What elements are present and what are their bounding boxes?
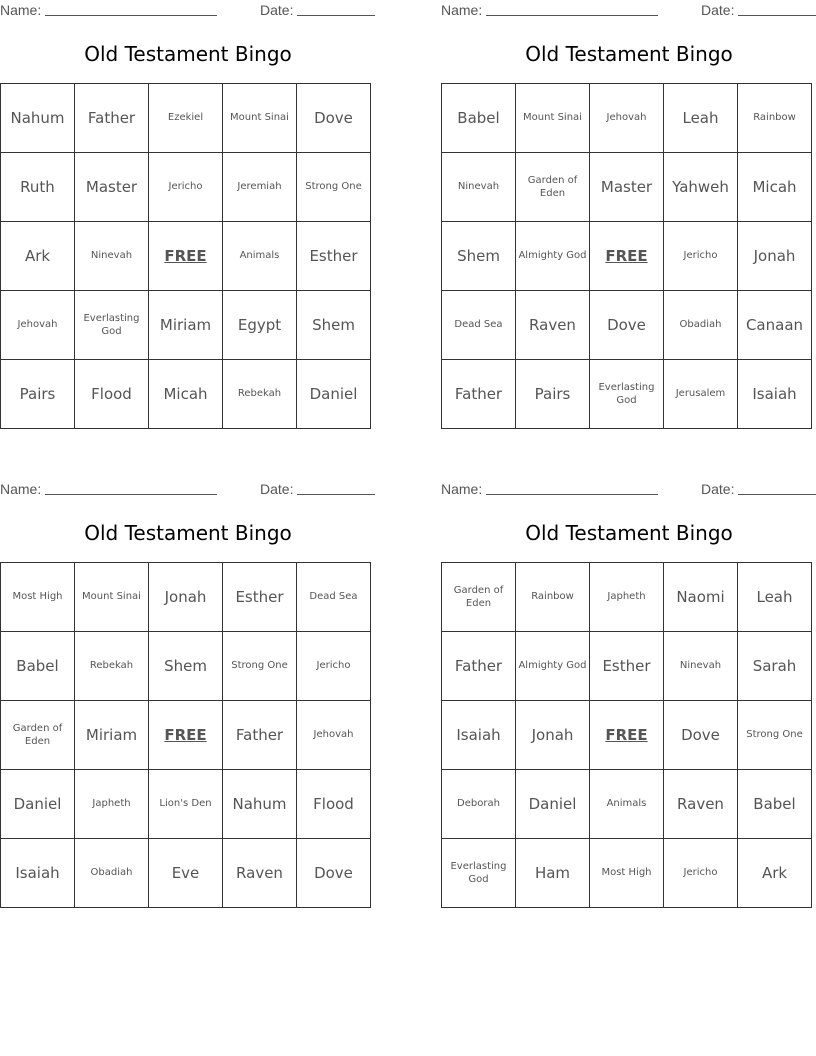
- bingo-cell[interactable]: Obadiah: [664, 291, 738, 360]
- bingo-grid: [441, 562, 812, 908]
- bingo-card-3: [0, 479, 376, 919]
- bingo-cell[interactable]: Babel: [1, 632, 75, 701]
- bingo-cell[interactable]: Garden of Eden: [442, 563, 516, 632]
- bingo-cell[interactable]: Miriam: [75, 701, 149, 770]
- bingo-cell[interactable]: Jonah: [516, 701, 590, 770]
- bingo-cell[interactable]: Esther: [590, 632, 664, 701]
- date-label: Date:: [260, 2, 294, 18]
- bingo-card-4: [441, 479, 816, 919]
- name-date-row: [441, 0, 816, 20]
- bingo-cell[interactable]: Father: [442, 360, 516, 429]
- bingo-cell[interactable]: Everlasting God: [442, 839, 516, 908]
- date-field[interactable]: [738, 15, 816, 16]
- bingo-cell[interactable]: Babel: [738, 770, 812, 839]
- bingo-cell[interactable]: Animals: [223, 222, 297, 291]
- bingo-cell[interactable]: Micah: [149, 360, 223, 429]
- bingo-cell[interactable]: Jehovah: [297, 701, 371, 770]
- free-space[interactable]: FREE: [149, 222, 223, 291]
- free-space[interactable]: FREE: [149, 701, 223, 770]
- bingo-cell[interactable]: Most High: [1, 563, 75, 632]
- bingo-cell[interactable]: Isaiah: [442, 701, 516, 770]
- card-title: Old Testament Bingo: [84, 42, 292, 66]
- bingo-cell[interactable]: Ezekiel: [149, 84, 223, 153]
- date-field[interactable]: [297, 15, 375, 16]
- bingo-cell[interactable]: Dove: [297, 84, 371, 153]
- bingo-grid: [441, 83, 812, 429]
- date-field[interactable]: [738, 494, 816, 495]
- date-label: Date:: [701, 481, 735, 497]
- bingo-cell[interactable]: Dead Sea: [297, 563, 371, 632]
- bingo-cell[interactable]: Pairs: [516, 360, 590, 429]
- bingo-cell[interactable]: Jerusalem: [664, 360, 738, 429]
- bingo-cell[interactable]: Shem: [442, 222, 516, 291]
- bingo-cell[interactable]: Japheth: [75, 770, 149, 839]
- bingo-cell[interactable]: Father: [75, 84, 149, 153]
- bingo-cell[interactable]: Father: [442, 632, 516, 701]
- bingo-cell[interactable]: Master: [590, 153, 664, 222]
- bingo-cell[interactable]: Jehovah: [1, 291, 75, 360]
- bingo-cell[interactable]: Jonah: [738, 222, 812, 291]
- bingo-cell[interactable]: Rebekah: [75, 632, 149, 701]
- bingo-cell[interactable]: Canaan: [738, 291, 812, 360]
- bingo-cell[interactable]: Leah: [664, 84, 738, 153]
- date-label: Date:: [701, 2, 735, 18]
- bingo-cell[interactable]: Eve: [149, 839, 223, 908]
- bingo-cell[interactable]: Raven: [223, 839, 297, 908]
- bingo-cell[interactable]: Daniel: [1, 770, 75, 839]
- name-label: Name:: [0, 481, 42, 497]
- bingo-cell[interactable]: Ninevah: [75, 222, 149, 291]
- bingo-cell[interactable]: Esther: [297, 222, 371, 291]
- bingo-cell[interactable]: Nahum: [223, 770, 297, 839]
- bingo-cell[interactable]: Rainbow: [738, 84, 812, 153]
- bingo-cell[interactable]: Sarah: [738, 632, 812, 701]
- bingo-cell[interactable]: Mount Sinai: [516, 84, 590, 153]
- bingo-cell[interactable]: Most High: [590, 839, 664, 908]
- bingo-cell[interactable]: Rainbow: [516, 563, 590, 632]
- bingo-cell[interactable]: Isaiah: [1, 839, 75, 908]
- bingo-cell[interactable]: Mount Sinai: [223, 84, 297, 153]
- bingo-cell[interactable]: Strong One: [297, 153, 371, 222]
- bingo-cell[interactable]: Strong One: [738, 701, 812, 770]
- bingo-cell[interactable]: Master: [75, 153, 149, 222]
- bingo-grid: [0, 83, 371, 429]
- bingo-cell[interactable]: Yahweh: [664, 153, 738, 222]
- name-label: Name:: [441, 481, 483, 497]
- bingo-cell[interactable]: Pairs: [1, 360, 75, 429]
- bingo-cell[interactable]: Everlasting God: [590, 360, 664, 429]
- bingo-cell[interactable]: Dove: [590, 291, 664, 360]
- bingo-cell[interactable]: Shem: [149, 632, 223, 701]
- bingo-cell[interactable]: Japheth: [590, 563, 664, 632]
- bingo-cell[interactable]: Dove: [664, 701, 738, 770]
- bingo-cell[interactable]: Jericho: [664, 839, 738, 908]
- name-field[interactable]: [486, 494, 658, 495]
- bingo-cell[interactable]: Ninevah: [664, 632, 738, 701]
- bingo-cell[interactable]: Jonah: [149, 563, 223, 632]
- bingo-cell[interactable]: Shem: [297, 291, 371, 360]
- name-field[interactable]: [45, 494, 217, 495]
- bingo-cell[interactable]: Ark: [738, 839, 812, 908]
- bingo-cell[interactable]: Daniel: [297, 360, 371, 429]
- card-title: Old Testament Bingo: [525, 42, 733, 66]
- bingo-cell[interactable]: Ruth: [1, 153, 75, 222]
- free-space[interactable]: FREE: [590, 701, 664, 770]
- name-label: Name:: [0, 2, 42, 18]
- bingo-cell[interactable]: Rebekah: [223, 360, 297, 429]
- bingo-card-1: [0, 0, 376, 440]
- bingo-cell[interactable]: Jehovah: [590, 84, 664, 153]
- bingo-cell[interactable]: Raven: [664, 770, 738, 839]
- bingo-cell[interactable]: Flood: [297, 770, 371, 839]
- bingo-cell[interactable]: Miriam: [149, 291, 223, 360]
- bingo-cell[interactable]: Animals: [590, 770, 664, 839]
- bingo-cell[interactable]: Babel: [442, 84, 516, 153]
- name-label: Name:: [441, 2, 483, 18]
- date-field[interactable]: [297, 494, 375, 495]
- bingo-cell[interactable]: Deborah: [442, 770, 516, 839]
- bingo-cell[interactable]: Raven: [516, 291, 590, 360]
- bingo-cell[interactable]: Almighty God: [516, 632, 590, 701]
- bingo-cell[interactable]: Jeremiah: [223, 153, 297, 222]
- bingo-cell[interactable]: Daniel: [516, 770, 590, 839]
- bingo-cell[interactable]: Garden of Eden: [516, 153, 590, 222]
- name-field[interactable]: [486, 15, 658, 16]
- bingo-cell[interactable]: Naomi: [664, 563, 738, 632]
- bingo-cell[interactable]: Dove: [297, 839, 371, 908]
- bingo-cell[interactable]: Nahum: [1, 84, 75, 153]
- bingo-cell[interactable]: Ark: [1, 222, 75, 291]
- bingo-cell[interactable]: Jericho: [664, 222, 738, 291]
- bingo-card-2: [441, 0, 816, 440]
- bingo-cell[interactable]: Father: [223, 701, 297, 770]
- bingo-cell[interactable]: Lion's Den: [149, 770, 223, 839]
- bingo-cell[interactable]: Leah: [738, 563, 812, 632]
- bingo-cell[interactable]: Garden of Eden: [1, 701, 75, 770]
- bingo-cell[interactable]: Flood: [75, 360, 149, 429]
- bingo-cell[interactable]: Mount Sinai: [75, 563, 149, 632]
- name-date-row: [0, 0, 376, 20]
- card-title: Old Testament Bingo: [525, 521, 733, 545]
- bingo-cell[interactable]: Strong One: [223, 632, 297, 701]
- bingo-cell[interactable]: Obadiah: [75, 839, 149, 908]
- bingo-cell[interactable]: Micah: [738, 153, 812, 222]
- bingo-cell[interactable]: Jericho: [149, 153, 223, 222]
- bingo-cell[interactable]: Ham: [516, 839, 590, 908]
- bingo-cell[interactable]: Almighty God: [516, 222, 590, 291]
- date-label: Date:: [260, 481, 294, 497]
- bingo-cell[interactable]: Ninevah: [442, 153, 516, 222]
- bingo-cell[interactable]: Esther: [223, 563, 297, 632]
- name-date-row: [441, 479, 816, 499]
- bingo-grid: [0, 562, 371, 908]
- bingo-cell[interactable]: Isaiah: [738, 360, 812, 429]
- name-date-row: [0, 479, 376, 499]
- bingo-cell[interactable]: Everlasting God: [75, 291, 149, 360]
- free-space[interactable]: FREE: [590, 222, 664, 291]
- bingo-cell[interactable]: Egypt: [223, 291, 297, 360]
- bingo-cell[interactable]: Dead Sea: [442, 291, 516, 360]
- name-field[interactable]: [45, 15, 217, 16]
- card-title: Old Testament Bingo: [84, 521, 292, 545]
- bingo-cell[interactable]: Jericho: [297, 632, 371, 701]
